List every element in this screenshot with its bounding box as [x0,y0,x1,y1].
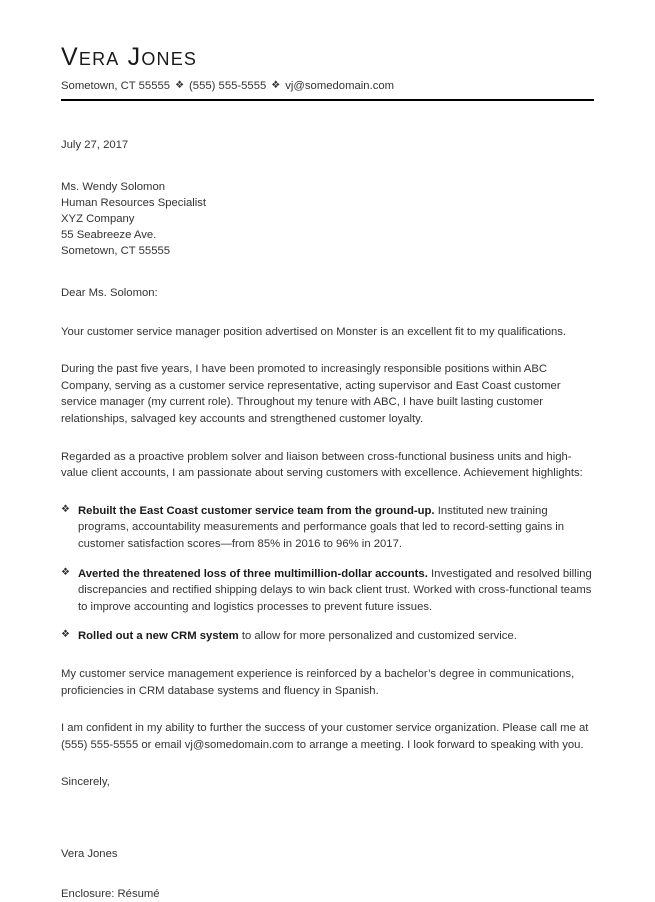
paragraph-highlights-intro: Regarded as a proactive problem solver and liaison between cross-functional business units and high-value client accounts, I am passionate about serving customers with excellence. Achievement highlights: [61,450,583,480]
enclosure-note: Enclosure: Résumé [61,888,160,901]
signer-name: Vera Jones [61,847,118,860]
list-item [61,566,594,616]
paragraph-opening: Your customer service manager position advertised on Monster is an excellent fit to my qualifications. [61,325,567,338]
contact-phone: (555) 555-5555 [189,79,267,92]
highlight-detail: to allow for more personalized and customized service. [238,630,517,643]
closing-salutation: Sincerely, [61,776,110,789]
highlight-detail: Instituted new training programs, accountability measurements and performance goals that led to record-setting gains in customer satisfaction scores—from 85% in 2016 to 96% in 2017. [78,504,565,550]
achievement-highlights-list [61,503,594,645]
paragraph-education: My customer service management experience is reinforced by a bachelor’s degree in communications, proficiencies in CRM database systems and fluency in Spanish. [61,667,575,697]
diamond-floral-icon: ❖ [61,566,70,578]
letterhead [61,0,594,101]
highlight-lead: Rolled out a new CRM system [78,630,239,643]
highlight-lead: Rebuilt the East Coast customer service team from the ground-up. [78,504,435,517]
diamond-floral-icon: ❖ [175,79,185,91]
recipient-city-state-zip: Sometown, CT 55555 [61,245,171,258]
recipient-address-block [61,179,594,259]
paragraph-experience: During the past five years, I have been promoted to increasingly responsible positions within ABC Company, serving as a customer service representative, acting supervisor and East Coast customer service manager (my current role). Throughout my tenure with ABC, I have built lasting customer relationships, salvaged key accounts and strengthened customer loyalty. [61,363,561,426]
letter-date: July 27, 2017 [61,138,129,151]
recipient-title: Human Resources Specialist [61,197,207,210]
paragraph-closing-call: I am confident in my ability to further the success of your customer service organization. Please call me at (555) 555-5555 or email vj@somedomain.com to arrange a meeting. I look forward to speaking with you. [61,722,589,751]
page-title: Vera Jones [61,43,198,71]
salutation: Dear Ms. Solomon: [61,287,158,300]
diamond-floral-icon: ❖ [61,629,70,641]
contact-email: vj@somedomain.com [285,79,395,92]
diamond-floral-icon: ❖ [61,503,70,515]
recipient-street: 55 Seabreeze Ave. [61,229,157,242]
list-item [61,628,594,645]
recipient-name: Ms. Wendy Solomon [61,181,166,194]
recipient-company: XYZ Company [61,213,135,226]
list-item [61,503,594,553]
diamond-floral-icon: ❖ [271,79,281,91]
contact-line [61,79,594,99]
contact-location: Sometown, CT 55555 [61,79,171,92]
signature-space [61,791,594,846]
letter-body [61,101,594,902]
highlight-lead: Averted the threatened loss of three multimillion-dollar accounts. [78,567,428,580]
highlight-detail: Investigated and resolved billing discrepancies and rectified shipping delays to win back client trust. Worked with cross-functional teams to improve accounting and logistics processes to prevent future issues. [78,567,592,613]
